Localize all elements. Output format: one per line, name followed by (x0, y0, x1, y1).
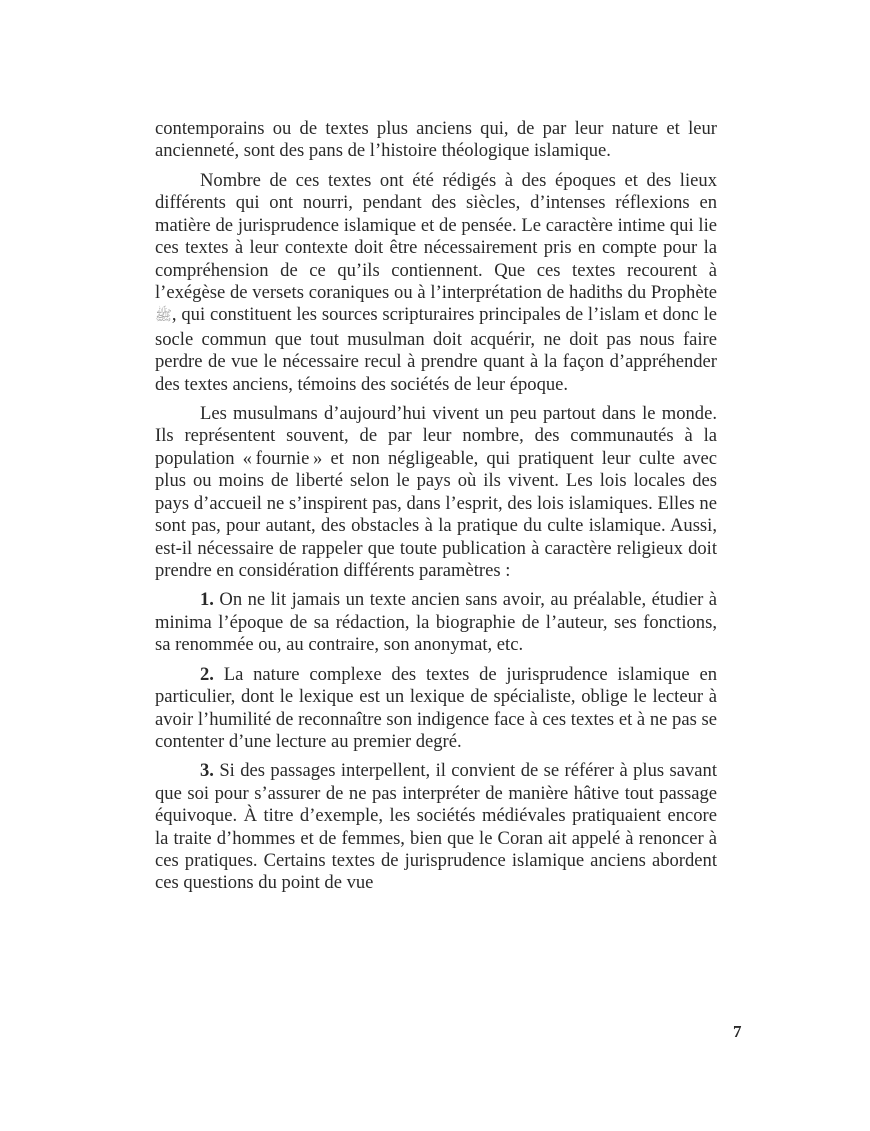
list-item-text: Si des passages interpellent, il convient de se référer à plus savant que soi pour s’assurer de ne pas interpréter de manière hâtive tout passage équivoque. À titre d’exemple, les sociétés médiévales pratiquaient encore la traite d’hommes et de femmes, bien que le Coran ait appelé à renoncer à ces pratiques. Certains textes de jurisprudence islamique anciens abordent ces questions du point de vue (155, 760, 717, 894)
paragraph-texts-context (155, 170, 717, 397)
page-number: 7 (733, 1022, 742, 1041)
list-item-number: 2. (200, 663, 214, 685)
paragraph-text-after-symbol: , qui constituent les sources scripturaires principales de l’islam et donc le socle commun que tout musulman doit acquérir, ne doit pas nous faire perdre de vue le nécessaire recul à prendre quant à la façon d’appréhender des textes anciens, témoins des sociétés de leur époque. (155, 304, 717, 395)
list-item-number: 3. (200, 760, 214, 782)
list-item-2 (155, 664, 717, 754)
paragraph-text-before-symbol: Nombre de ces textes ont été rédigés à des époques et des lieux différents qui ont nourri, pendant des siècles, d’intenses réflexions en matière de jurisprudence islamique et de pensée. Le caractère intime qui lie ces textes à leur contexte doit être nécessairement pris en compte pour la compréhension de ce qu’ils contiennent. Que ces textes recourent à l’exégèse de versets coraniques ou à l’interprétation de hadiths du Prophète (155, 169, 717, 303)
paragraph-intro: contemporains ou de textes plus anciens qui, de par leur nature et leur ancienneté, sont des pans de l’histoire théologique islamique. (155, 118, 717, 162)
paragraph-muslims-today: Les musulmans d’aujourd’hui vivent un peu partout dans le monde. Ils représentent souvent, de par leur nombre, des communautés à la population « fournie » et non négligeable, qui pratiquent leur culte avec plus ou moins de liberté selon le pays où ils vivent. Les lois locales des pays d’accueil ne s’inspirent pas, dans l’esprit, des lois islamiques. Elles ne sont pas, pour autant, des obstacles à la pratique du culte islamique. Aussi, est-il nécessaire de rappeler que toute publication à caractère religieux doit prendre en considération différents paramètres : (155, 403, 717, 582)
list-item-1 (155, 589, 717, 656)
list-item-3 (155, 760, 717, 895)
list-item-text: On ne lit jamais un texte ancien sans avoir, au préalable, étudier à minima l’époque de sa rédaction, la biographie de l’auteur, ses fonctions, sa renommée ou, au contraire, son anonymat, etc. (155, 589, 717, 656)
page-body (155, 118, 717, 902)
prophet-salutation-icon: ﷺ (155, 309, 172, 325)
list-item-text: La nature complexe des textes de jurisprudence islamique en particulier, dont le lexique est un lexique de spécialiste, oblige le lecteur à avoir l’humilité de reconnaître son indigence face à ces textes et à ne pas se contenter d’une lecture au premier degré. (155, 663, 717, 752)
list-item-number: 1. (200, 589, 214, 611)
